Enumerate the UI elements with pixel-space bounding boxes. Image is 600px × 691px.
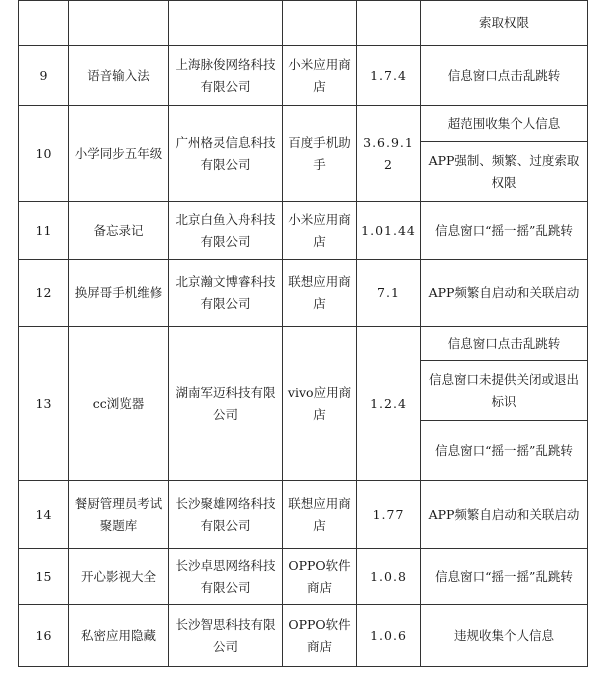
app-name: 私密应用隐藏 bbox=[69, 605, 169, 667]
developer-company: 广州格灵信息科技有限公司 bbox=[169, 106, 283, 202]
app-name: 换屏哥手机维修 bbox=[69, 260, 169, 327]
app-version: 3.6.9.12 bbox=[357, 106, 421, 202]
app-name: 小学同步五年级 bbox=[69, 106, 169, 202]
app-name: 备忘录记 bbox=[69, 202, 169, 260]
issue-cell: 信息窗口未提供关闭或退出标识 bbox=[421, 361, 588, 421]
app-store: OPPO软件商店 bbox=[283, 549, 357, 605]
app-version: 1.0.6 bbox=[357, 605, 421, 667]
app-name: 语音输入法 bbox=[69, 46, 169, 106]
app-store: 联想应用商店 bbox=[283, 481, 357, 549]
app-version: 7.1 bbox=[357, 260, 421, 327]
app-version: 1.2.4 bbox=[357, 327, 421, 481]
row-number bbox=[19, 1, 69, 46]
table-row bbox=[19, 327, 588, 361]
app-version: 1.0.8 bbox=[357, 549, 421, 605]
app-name: 餐厨管理员考试聚题库 bbox=[69, 481, 169, 549]
issue-cell: APP强制、频繁、过度索取权限 bbox=[421, 142, 588, 202]
table-row bbox=[19, 481, 588, 549]
row-number: 9 bbox=[19, 46, 69, 106]
app-store: 百度手机助手 bbox=[283, 106, 357, 202]
app-store: vivo应用商店 bbox=[283, 327, 357, 481]
issue-cell: 信息窗口“摇一摇”乱跳转 bbox=[421, 421, 588, 481]
issue-cell: APP频繁自启动和关联启动 bbox=[421, 260, 588, 327]
table-row bbox=[19, 549, 588, 605]
developer-company: 长沙卓思网络科技有限公司 bbox=[169, 549, 283, 605]
developer-company: 北京白鱼入舟科技有限公司 bbox=[169, 202, 283, 260]
row-number: 15 bbox=[19, 549, 69, 605]
table-row bbox=[19, 605, 588, 667]
app-store: 联想应用商店 bbox=[283, 260, 357, 327]
row-number: 14 bbox=[19, 481, 69, 549]
table-row bbox=[19, 46, 588, 106]
issue-cell: 信息窗口点击乱跳转 bbox=[421, 46, 588, 106]
app-version: 1.7.4 bbox=[357, 46, 421, 106]
issue-cell: 违规收集个人信息 bbox=[421, 605, 588, 667]
issue-cell: 超范围收集个人信息 bbox=[421, 106, 588, 142]
app-store: OPPO软件商店 bbox=[283, 605, 357, 667]
app-name: 开心影视大全 bbox=[69, 549, 169, 605]
app-version bbox=[357, 1, 421, 46]
table-row bbox=[19, 202, 588, 260]
app-store bbox=[283, 1, 357, 46]
app-violation-table bbox=[18, 0, 588, 667]
app-name: cc浏览器 bbox=[69, 327, 169, 481]
issue-cell: 信息窗口“摇一摇”乱跳转 bbox=[421, 549, 588, 605]
developer-company: 湖南军迈科技有限公司 bbox=[169, 327, 283, 481]
row-number: 13 bbox=[19, 327, 69, 481]
developer-company: 北京瀚文博睿科技有限公司 bbox=[169, 260, 283, 327]
issue-cell: APP频繁自启动和关联启动 bbox=[421, 481, 588, 549]
app-name bbox=[69, 1, 169, 46]
row-number: 10 bbox=[19, 106, 69, 202]
row-number: 16 bbox=[19, 605, 69, 667]
developer-company: 长沙聚雄网络科技有限公司 bbox=[169, 481, 283, 549]
row-number: 11 bbox=[19, 202, 69, 260]
app-store: 小米应用商店 bbox=[283, 46, 357, 106]
table-row bbox=[19, 260, 588, 327]
issue-cell: 信息窗口点击乱跳转 bbox=[421, 327, 588, 361]
row-number: 12 bbox=[19, 260, 69, 327]
app-store: 小米应用商店 bbox=[283, 202, 357, 260]
app-version: 1.01.44 bbox=[357, 202, 421, 260]
table-row bbox=[19, 106, 588, 142]
developer-company: 上海脉俊网络科技有限公司 bbox=[169, 46, 283, 106]
developer-company: 长沙智思科技有限公司 bbox=[169, 605, 283, 667]
issue-cell: 索取权限 bbox=[421, 1, 588, 46]
developer-company bbox=[169, 1, 283, 46]
issue-cell: 信息窗口“摇一摇”乱跳转 bbox=[421, 202, 588, 260]
app-version: 1.77 bbox=[357, 481, 421, 549]
table-row bbox=[19, 1, 588, 46]
